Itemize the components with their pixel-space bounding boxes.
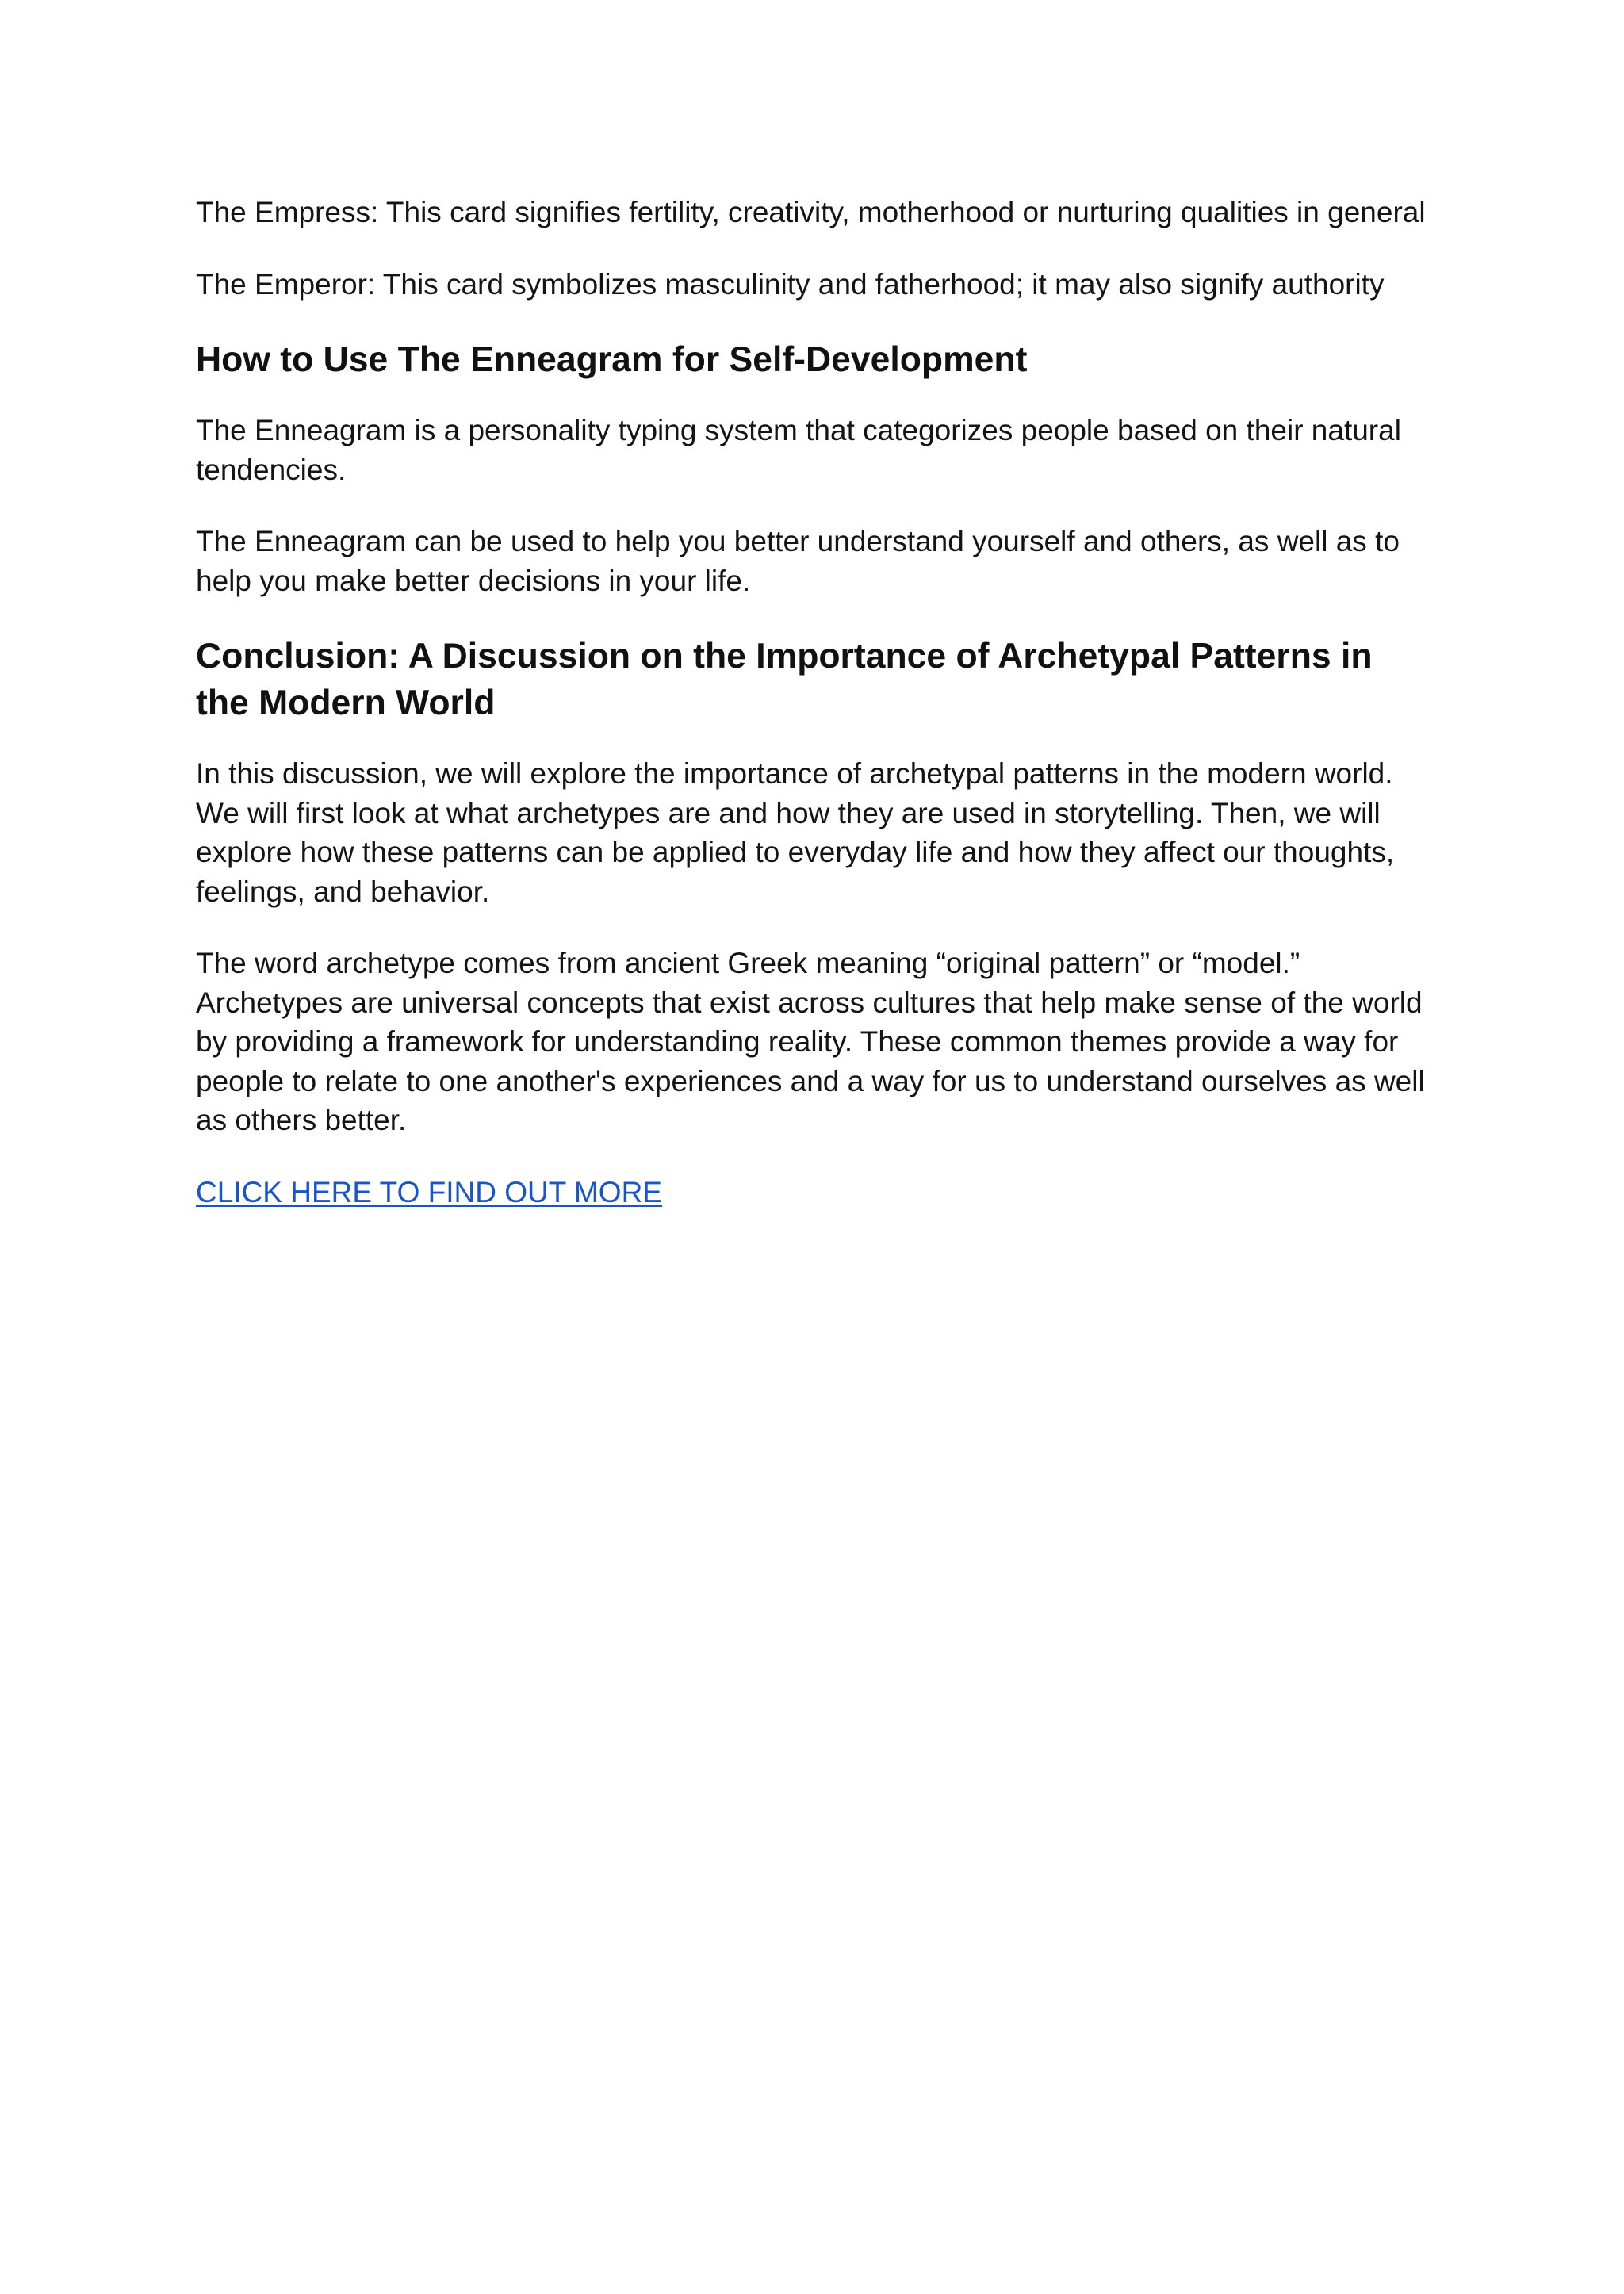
- paragraph-archetype-definition: The word archetype comes from ancient Greek meaning “original pattern” or “model.” Archetypes are universal concepts that exist across cultures that help make sense of the world by providing a framework for understanding reality. These common themes provide a way for people to relate to one another's experiences and a way for us to understand ourselves as well as others better.: [196, 947, 1425, 1136]
- heading-conclusion: Conclusion: A Discussion on the Importance of Archetypal Patterns in the Modern World: [196, 637, 1373, 722]
- paragraph-enneagram-usage: The Enneagram can be used to help you better understand yourself and others, as well as to help you make better decisions in your life.: [196, 525, 1400, 597]
- paragraph-enneagram-definition: The Enneagram is a personality typing system that categorizes people based on their natural tendencies.: [196, 414, 1401, 486]
- find-out-more-link[interactable]: CLICK HERE TO FIND OUT MORE: [196, 1175, 662, 1208]
- document-body: [196, 193, 1433, 1212]
- paragraph-conclusion-intro: In this discussion, we will explore the importance of archetypal patterns in the modern world. We will first look at what archetypes are and how they are used in storytelling. Then, we will explore how these patterns can be applied to everyday life and how they affect our thoughts, feelings, and behavior.: [196, 757, 1395, 908]
- paragraph-empress: The Empress: This card signifies fertility, creativity, motherhood or nurturing qualities in general: [196, 196, 1426, 228]
- paragraph-emperor: The Emperor: This card symbolizes masculinity and fatherhood; it may also signify authority: [196, 267, 1385, 301]
- heading-enneagram: How to Use The Enneagram for Self-Development: [196, 340, 1028, 379]
